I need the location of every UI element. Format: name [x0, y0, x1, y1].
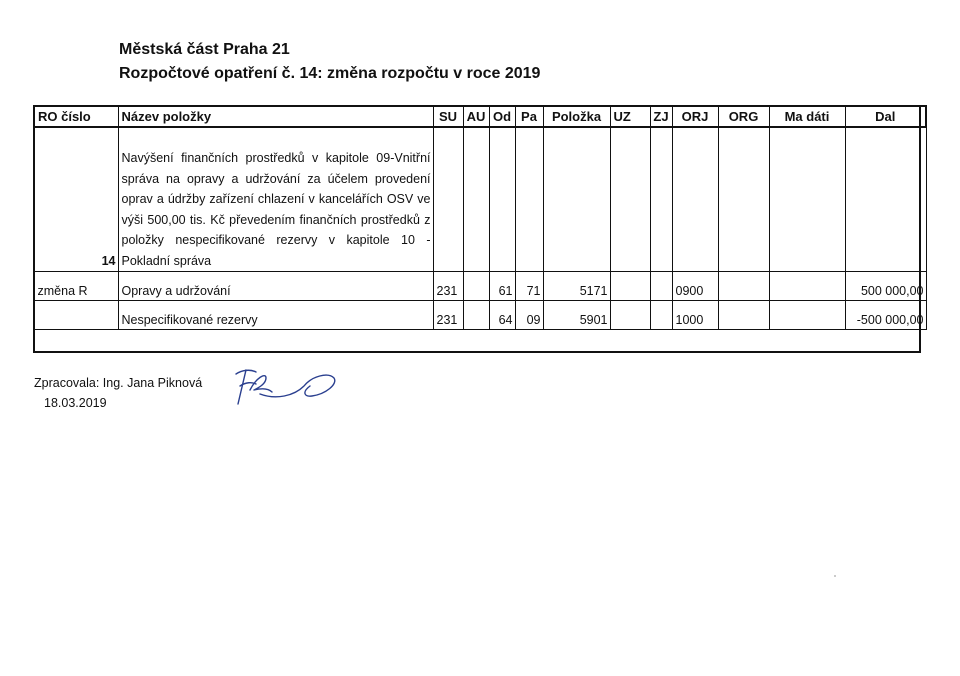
document-header — [119, 38, 540, 86]
row-zj — [650, 301, 672, 330]
budget-measure-table — [33, 105, 927, 330]
row-au — [463, 272, 489, 301]
row-zj — [650, 272, 672, 301]
row-orj: 0900 — [672, 272, 718, 301]
row-uz — [610, 301, 650, 330]
col-su: SU — [433, 106, 463, 127]
row-org — [718, 301, 769, 330]
table-row — [34, 301, 926, 330]
col-zj: ZJ — [650, 106, 672, 127]
row-od: 61 — [489, 272, 515, 301]
row-ro-label — [34, 301, 118, 330]
row-uz — [610, 272, 650, 301]
document-title: Rozpočtové opatření č. 14: změna rozpočtu v roce 2019 — [119, 65, 541, 82]
table-row — [34, 272, 926, 301]
row-polozka: 5171 — [543, 272, 610, 301]
handwritten-signature — [232, 364, 344, 406]
col-orj: ORJ — [672, 106, 718, 127]
col-polozka: Položka — [543, 106, 610, 127]
col-au: AU — [463, 106, 489, 127]
row-ma-dati — [769, 272, 845, 301]
measure-description: Navýšení finančních prostředků v kapitole 09-Vnitřní správa na opravy a udržování za účelem provedení oprav a údržby zařízení chlazení v kancelářích OSV ve výši 500,00 tis. Kč převedením finančních prostředků z položky nespecifikované rezervy v kapitole 10 - Pokladní správa — [118, 127, 433, 272]
row-au — [463, 301, 489, 330]
row-pa: 09 — [515, 301, 543, 330]
row-od: 64 — [489, 301, 515, 330]
row-org — [718, 272, 769, 301]
col-uz: UZ — [610, 106, 650, 127]
row-dal: -500 000,00 — [845, 301, 926, 330]
organization-name: Městská část Praha 21 — [119, 41, 290, 58]
row-su: 231 — [433, 272, 463, 301]
description-row — [34, 127, 926, 272]
document-footer — [34, 373, 202, 413]
col-pa: Pa — [515, 106, 543, 127]
ro-number: 14 — [34, 127, 118, 272]
col-org: ORG — [718, 106, 769, 127]
table-header-row — [34, 106, 926, 127]
row-su: 231 — [433, 301, 463, 330]
scan-speck — [834, 575, 836, 577]
col-nazev-polozky: Název položky — [118, 106, 433, 127]
row-dal: 500 000,00 — [845, 272, 926, 301]
prepared-by: Zpracovala: Ing. Jana Piknová — [34, 376, 203, 390]
row-pa: 71 — [515, 272, 543, 301]
col-ma-dati: Ma dáti — [769, 106, 845, 127]
col-od: Od — [489, 106, 515, 127]
row-ma-dati — [769, 301, 845, 330]
row-polozka: 5901 — [543, 301, 610, 330]
document-date: 18.03.2019 — [44, 396, 107, 410]
row-orj: 1000 — [672, 301, 718, 330]
row-ro-label: změna R — [34, 272, 118, 301]
col-ro-cislo: RO číslo — [34, 106, 118, 127]
row-name: Opravy a udržování — [118, 272, 433, 301]
row-name: Nespecifikované rezervy — [118, 301, 433, 330]
col-dal: Dal — [845, 106, 926, 127]
